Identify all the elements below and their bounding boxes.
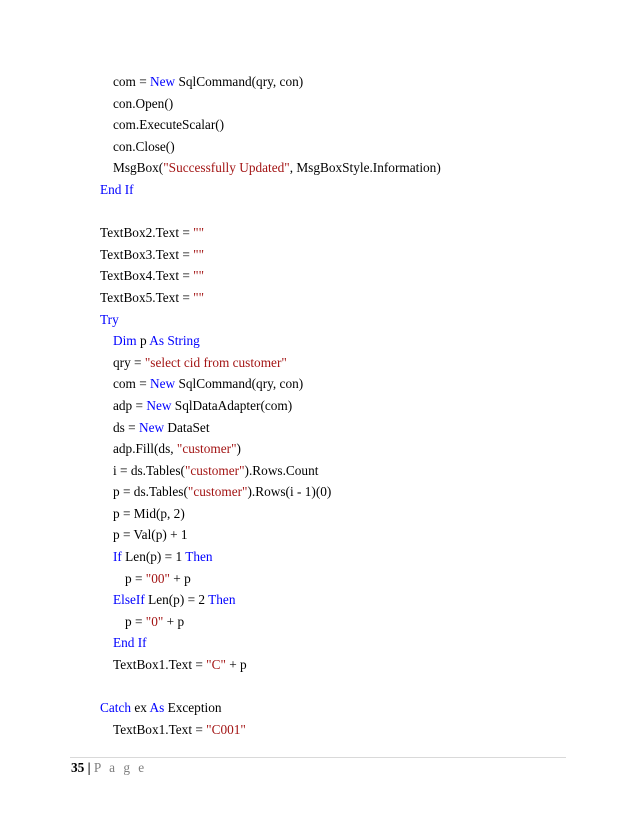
code-keyword: End If: [100, 181, 134, 197]
code-keyword: Then: [208, 592, 236, 608]
code-keyword: Then: [185, 549, 213, 565]
code-text: TextBox2.Text =: [100, 225, 194, 241]
page-number: 35: [71, 760, 85, 775]
code-text: SqlCommand(qry, con): [175, 376, 304, 392]
code-text: SqlDataAdapter(com): [171, 397, 293, 413]
code-string: "C": [206, 657, 226, 673]
code-keyword: If: [113, 549, 122, 565]
code-text: TextBox3.Text =: [100, 246, 194, 262]
code-line: [0, 503, 638, 525]
code-line: [0, 697, 638, 719]
code-text: i = ds.Tables(: [113, 462, 185, 478]
code-text: p: [136, 333, 150, 349]
code-text: com =: [113, 376, 151, 392]
code-string: "": [193, 268, 205, 284]
code-line: [0, 222, 638, 244]
code-text: p =: [125, 570, 146, 586]
code-text: ex: [131, 700, 150, 716]
code-text: Len(p) = 2: [144, 592, 209, 608]
code-line: [0, 546, 638, 568]
code-text: ).Rows.Count: [244, 462, 319, 478]
code-text: MsgBox(: [113, 160, 164, 176]
code-line: [0, 179, 638, 201]
code-text: TextBox5.Text =: [100, 289, 194, 305]
code-line: [0, 352, 638, 374]
code-line: [0, 265, 638, 287]
code-text: com.ExecuteScalar(): [113, 117, 225, 133]
code-text: p =: [125, 613, 146, 629]
code-line: [0, 417, 638, 439]
code-line: [0, 114, 638, 136]
code-keyword: Dim: [113, 333, 137, 349]
code-keyword: Try: [100, 311, 119, 327]
code-line: [0, 373, 638, 395]
code-string: "Successfully Updated": [163, 160, 290, 176]
footer-separator: |: [84, 760, 94, 775]
code-keyword: New: [150, 376, 176, 392]
code-line: [0, 93, 638, 115]
code-string: "customer": [184, 462, 245, 478]
code-line: [0, 244, 638, 266]
code-keyword: ElseIf: [113, 592, 145, 608]
code-text: , MsgBoxStyle.Information): [289, 160, 441, 176]
code-string: "select cid from customer": [144, 354, 287, 370]
code-text: ds =: [113, 419, 139, 435]
code-line: [0, 136, 638, 158]
code-text: con.Close(): [113, 138, 175, 154]
code-line: [0, 632, 638, 654]
code-line: [0, 611, 638, 633]
code-text: adp =: [113, 397, 147, 413]
code-text: DataSet: [164, 419, 210, 435]
code-line: [0, 330, 638, 352]
code-text: TextBox1.Text =: [113, 657, 207, 673]
code-listing: [0, 71, 638, 740]
code-text: TextBox1.Text =: [113, 721, 207, 737]
code-line: [0, 157, 638, 179]
code-line: [0, 719, 638, 741]
code-string: "": [193, 225, 205, 241]
code-line: [0, 395, 638, 417]
code-keyword: New: [150, 74, 176, 89]
code-line: [0, 568, 638, 590]
code-text: adp.Fill(ds,: [113, 441, 177, 457]
code-keyword: Catch: [100, 700, 132, 716]
code-text: ): [236, 441, 241, 457]
code-text: Exception: [164, 700, 222, 716]
code-text: SqlCommand(qry, con): [175, 74, 304, 89]
code-text: Len(p) = 1: [121, 549, 186, 565]
code-line: [0, 287, 638, 309]
code-string: "0": [145, 613, 164, 629]
code-string: "customer": [187, 484, 248, 500]
code-keyword: As: [149, 700, 165, 716]
code-string: "customer": [176, 441, 237, 457]
code-line: [0, 524, 638, 546]
page-footer: [71, 759, 147, 777]
code-line: [0, 654, 638, 676]
code-line: [0, 309, 638, 331]
code-line: [0, 460, 638, 482]
code-string: "C001": [206, 721, 246, 737]
blank-line: [0, 201, 638, 223]
code-text: + p: [225, 657, 247, 673]
code-text: com =: [113, 74, 151, 89]
code-line: [0, 71, 638, 93]
code-text: + p: [169, 570, 191, 586]
code-keyword: As String: [149, 333, 200, 349]
code-line: [0, 481, 638, 503]
code-keyword: New: [146, 397, 172, 413]
code-line: [0, 589, 638, 611]
code-string: "00": [145, 570, 170, 586]
code-keyword: New: [138, 419, 165, 435]
code-text: p = ds.Tables(: [113, 484, 188, 500]
code-text: TextBox4.Text =: [100, 268, 194, 284]
code-text: ).Rows(i - 1)(0): [247, 484, 332, 500]
page-label: P a g e: [93, 760, 147, 775]
code-text: p = Val(p) + 1: [113, 527, 188, 543]
code-text: con.Open(): [113, 95, 174, 111]
code-line: [0, 438, 638, 460]
code-text: qry =: [113, 354, 145, 370]
code-keyword: End If: [113, 635, 147, 651]
code-text: p = Mid(p, 2): [113, 505, 185, 521]
code-string: "": [193, 289, 205, 305]
footer-divider: [70, 757, 566, 758]
code-string: "": [193, 246, 205, 262]
code-text: + p: [163, 613, 185, 629]
blank-line: [0, 676, 638, 698]
